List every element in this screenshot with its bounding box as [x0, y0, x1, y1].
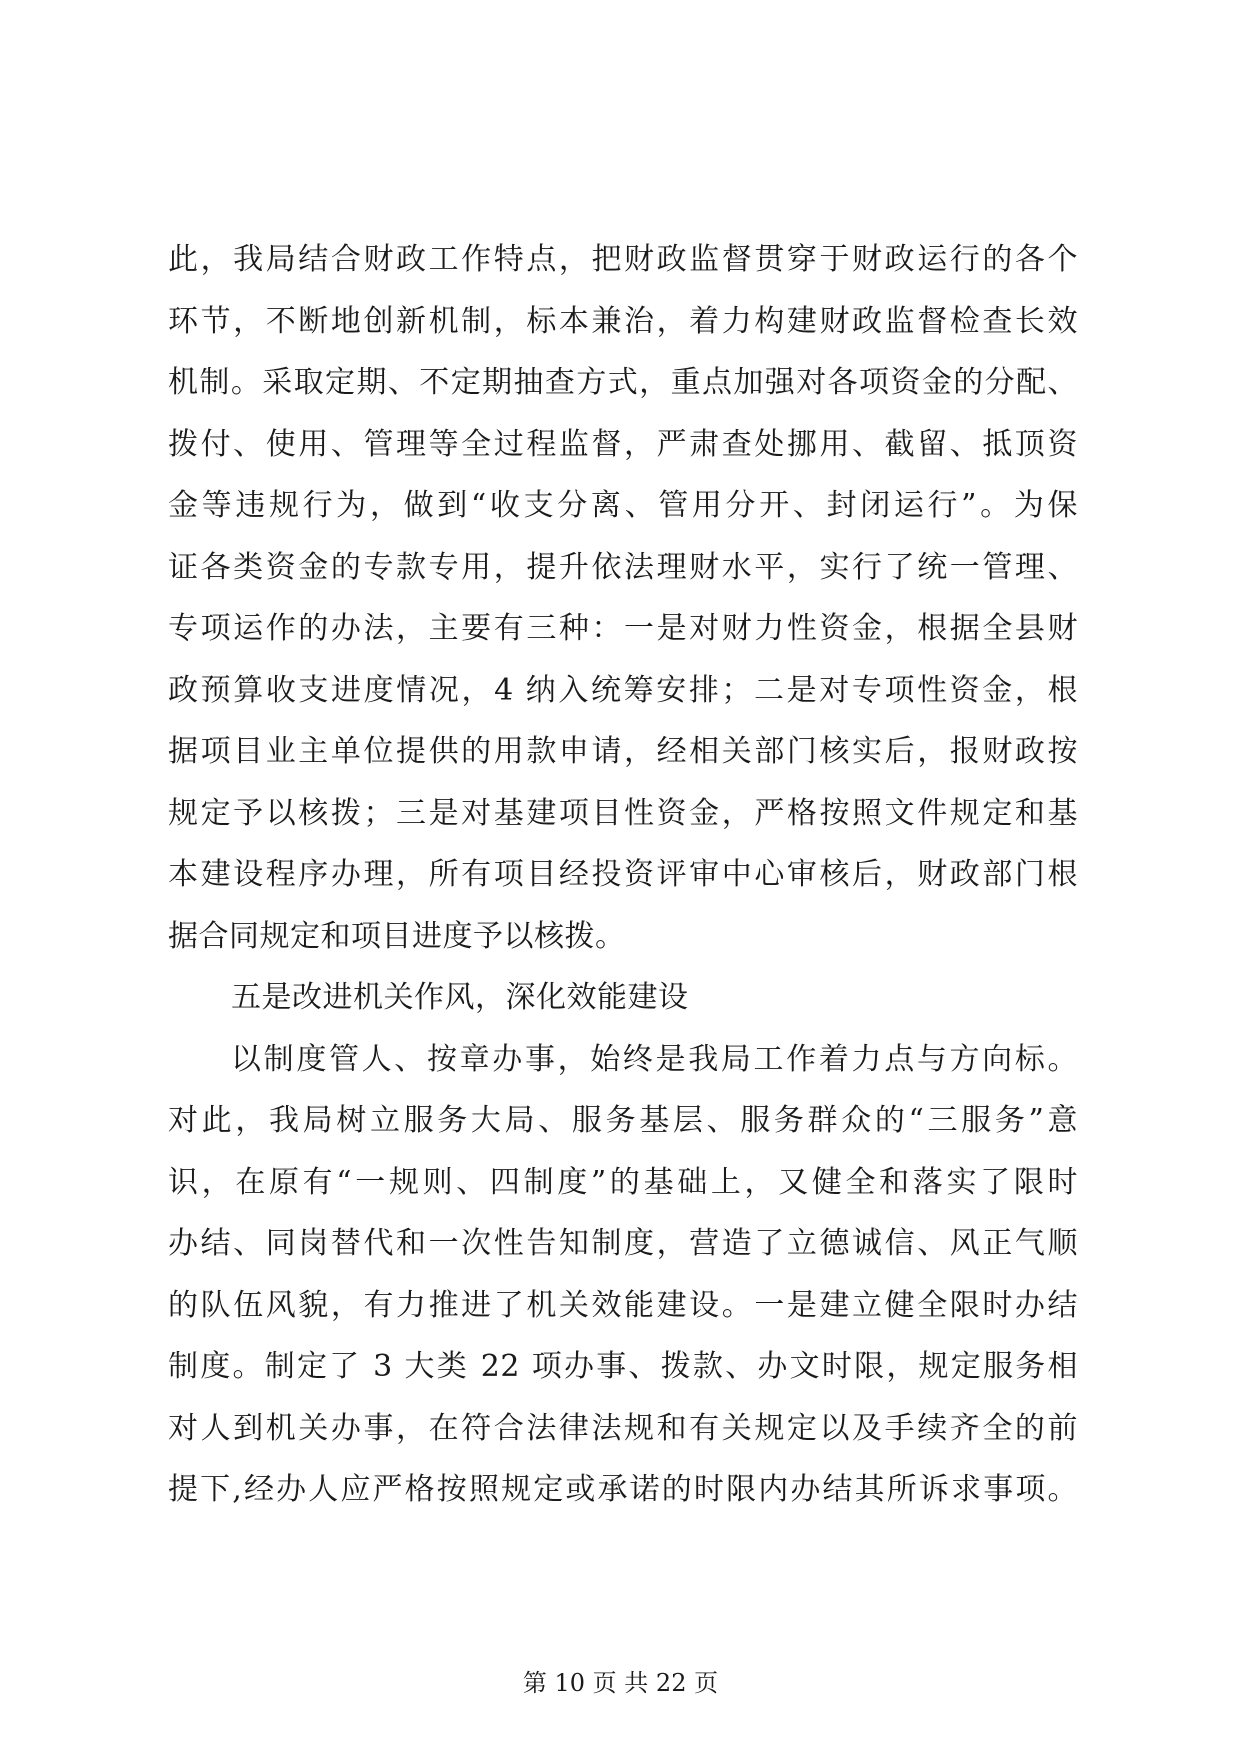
body-text [168, 229, 1078, 1521]
text-line: 证各类资金的专款专用，提升依法理财水平，实行了统一管理、 [168, 549, 1078, 585]
text-line: 此，我局结合财政工作特点，把财政监督贯穿于财政运行的各个 [168, 242, 1078, 277]
text-line: 机制。采取定期、不定期抽查方式，重点加强对各项资金的分配、 [168, 365, 1078, 400]
paragraph-1 [168, 229, 1078, 967]
text-line: 对人到机关办事，在符合法律法规和有关规定以及手续齐全的前 [168, 1410, 1078, 1446]
text-line: 制度。制定了 3 大类 22 项办事、拨款、办文时限，规定服务相 [168, 1349, 1078, 1384]
text-line: 本建设程序办理，所有项目经投资评审中心审核后，财政部门根 [168, 857, 1078, 892]
text-line: 拨付、使用、管理等全过程监督，严肃查处挪用、截留、抵顶资 [168, 426, 1078, 462]
text-line: 据项目业主单位提供的用款申请，经相关部门核实后，报财政按 [168, 734, 1078, 769]
page-number-footer: 第 10 页 共 22 页 [522, 1669, 719, 1697]
text-line: 政预算收支进度情况，4 纳入统筹安排；二是对专项性资金，根 [168, 672, 1078, 708]
text-line: 以制度管人、按章办事，始终是我局工作着力点与方向标。 [231, 1041, 1078, 1077]
text-line: 据合同规定和项目进度予以核拨。 [168, 918, 626, 954]
paragraph-2 [168, 1029, 1078, 1521]
text-line: 金等违规行为，做到“收支分离、管用分开、封闭运行”。为保 [168, 488, 1078, 523]
text-line: 环节，不断地创新机制，标本兼治，着力构建财政监督检查长效 [168, 303, 1078, 339]
section-heading: 五是改进机关作风，深化效能建设 [231, 980, 689, 1015]
text-line: 规定予以核拨；三是对基建项目性资金，严格按照文件规定和基 [168, 795, 1078, 831]
text-line: 识，在原有“一规则、四制度”的基础上，又健全和落实了限时 [168, 1164, 1078, 1200]
text-line: 提下,经办人应严格按照规定或承诺的时限内办结其所诉求事项。 [168, 1472, 1078, 1507]
text-line: 对此，我局树立服务大局、服务基层、服务群众的“三服务”意 [168, 1103, 1078, 1138]
text-line: 办结、同岗替代和一次性告知制度，营造了立德诚信、风正气顺 [168, 1226, 1078, 1261]
text-line: 的队伍风貌，有力推进了机关效能建设。一是建立健全限时办结 [168, 1287, 1078, 1323]
text-line: 专项运作的办法，主要有三种：一是对财力性资金，根据全县财 [168, 611, 1078, 646]
